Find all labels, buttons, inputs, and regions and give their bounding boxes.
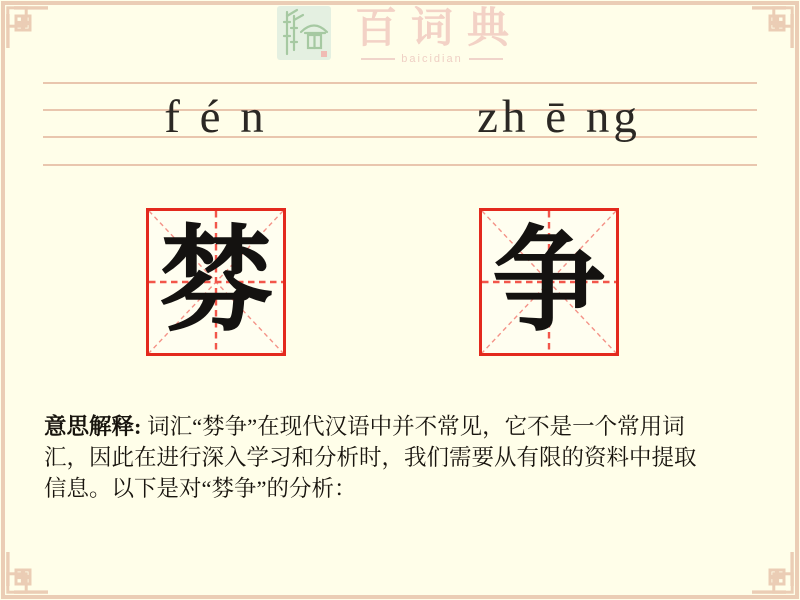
pinyin-zheng: zh ē ng (477, 91, 641, 143)
definition-text: 词汇“棼争”在现代汉语中并不常见，它不是一个常用词 (141, 414, 685, 439)
hanzi-glyph-fen: 棼 (158, 218, 273, 345)
subtitle-dash-right (469, 58, 503, 60)
subtitle-dash-left (361, 58, 395, 60)
bamboo-house-stamp-icon (277, 6, 331, 60)
baicidian-logo (0, 6, 800, 65)
definition-line-2: 汇，因此在进行深入学习和分析时，我们需要从有限的资料中提取 (44, 445, 697, 470)
pinyin-fen: f é n (164, 91, 268, 143)
definition-line-3: 信息。以下是对“棼争”的分析： (44, 476, 357, 501)
definition-block (44, 411, 760, 504)
frame-border (1, 1, 799, 599)
hanzi-glyph-zheng: 争 (491, 218, 606, 345)
hanzi-box-zheng (479, 208, 619, 356)
pinyin-guide-line (43, 164, 757, 166)
definition-line-1 (44, 411, 760, 442)
corner-knot-icon (750, 550, 798, 598)
corner-knot-icon (2, 550, 50, 598)
app-title: 百词典 (354, 6, 523, 52)
app-subtitle: baicidian (401, 53, 463, 65)
definition-label: 意思解释: (44, 414, 142, 439)
app-subtitle-row (361, 53, 502, 65)
hanzi-box-fen (146, 208, 286, 356)
pinyin-guide-line (43, 82, 757, 84)
